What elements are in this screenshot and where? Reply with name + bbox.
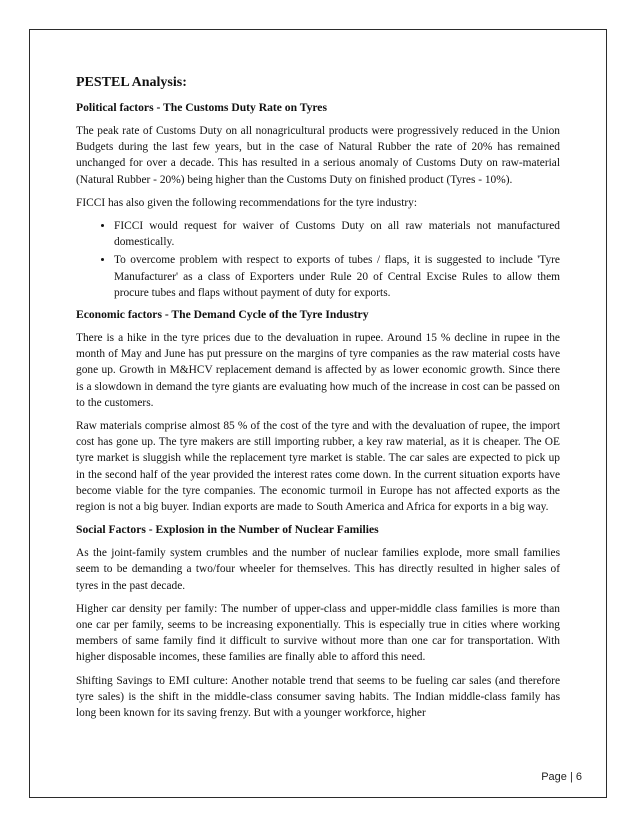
economic-heading: Economic factors - The Demand Cycle of the Tyre Industry: [76, 308, 369, 322]
list-item: • FICCI would request for waiver of Customs Duty on all raw materials not manufactured domestically.: [114, 218, 560, 250]
social-paragraph-3: Shifting Savings to EMI culture: Another notable trend that seems to be fueling car sales (and therefore tyre sales) is the shift in the middle-class consumer saving habits. The Indian middle-class family has long been known for its saving frenzy. But with a younger workforce, higher: [76, 674, 560, 720]
list-item: • To overcome problem with respect to exports of tubes / flaps, it is suggested to include 'Tyre Manufacturer' as a class of Exporters under Rule 20 of Central Excise Rules to allow them procure tubes and flaps without payment of duty for exports.: [114, 252, 560, 301]
recommendations-list: [76, 218, 560, 301]
political-paragraph-2: FICCI has also given the following recommendations for the tyre industry:: [76, 196, 418, 209]
social-paragraph-2: Higher car density per family: The number of upper-class and upper-middle class families is more than one car per family, seems to be increasing exponentially. This is especially true in cities where working members of same family find it difficult to survive without more than one car for transportation. With higher disposable incomes, these families are finally able to afford this need.: [76, 602, 560, 664]
political-heading: Political factors - The Customs Duty Rate on Tyres: [76, 101, 327, 114]
document-body: [76, 74, 560, 728]
document-title: PESTEL Analysis:: [76, 75, 187, 90]
economic-paragraph-1: There is a hike in the tyre prices due to the devaluation in rupee. Around 15 % decline in rupee in the month of May and June has put pressure on the margins of tyre companies as the raw material costs have gone up. Growth in M&HCV replacement demand is affected by as lower economic growth. Since there is a slowdown in demand the tyre giants are evaluating how much of the increase in cost can be passed on to the customers.: [76, 332, 560, 409]
social-paragraph-1: As the joint-family system crumbles and the number of nuclear families explode, more small families seem to be demanding a two/four wheeler for themselves. This has directly resulted in higher sales of tyres in the past decade.: [76, 547, 560, 592]
economic-paragraph-2: Raw materials comprise almost 85 % of the cost of the tyre and with the devaluation of rupee, the import cost has gone up. The tyre makers are still importing rubber, a key raw material, as it is cheaper. The OE tyre market is sluggish while the replacement tyre market is stable. The car sales are expected to pick up in the second half of the year provided the interest rates come down. In the current situation exports have become viable for the tyre companies. The economic turmoil in Europe has not affected exports as the region is not a big buyer. Indian exports are made to South America and Africa for exports in a big way.: [76, 420, 560, 514]
political-paragraph-1: The peak rate of Customs Duty on all nonagricultural products were progressively reduced in the Union Budgets during the last few years, but in the case of Natural Rubber the rate of 20% has remained unchanged for over a decade. This has resulted in a serious anomaly of Customs Duty on raw-material (Natural Rubber - 20%) being higher than the Customs Duty on finished product (Tyres - 10%).: [76, 125, 560, 186]
social-heading: Social Factors - Explosion in the Number of Nuclear Families: [76, 523, 379, 537]
page-number: Page | 6: [541, 771, 582, 783]
